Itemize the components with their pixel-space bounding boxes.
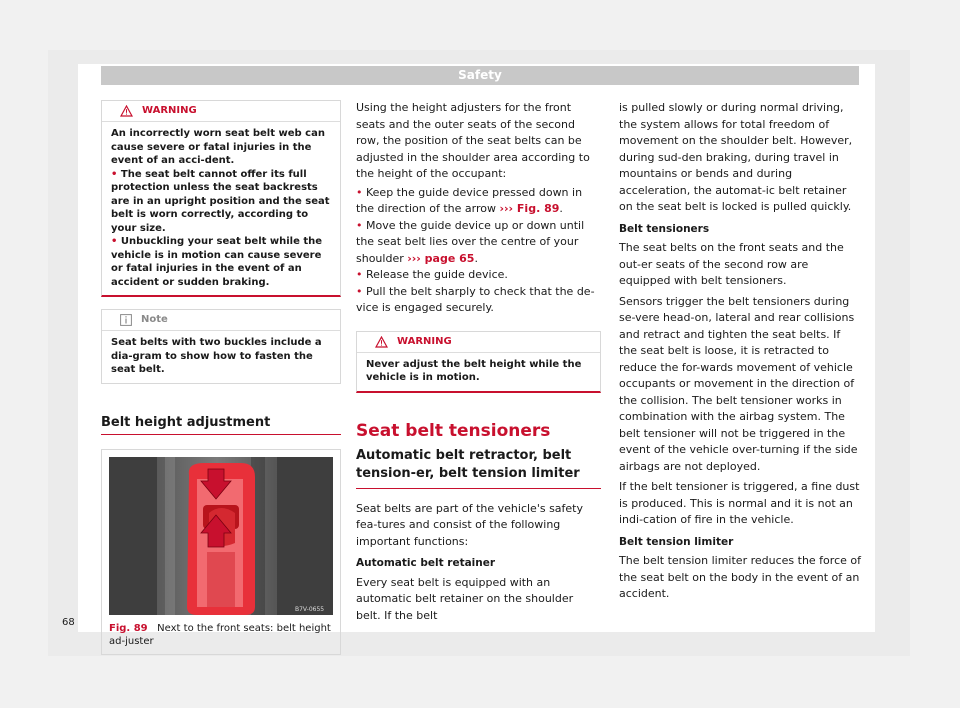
adjustment-instructions	[356, 100, 601, 317]
warning-intro: An incorrectly worn seat belt web can cause severe or fatal injuries in the event of an acci-dent.	[111, 128, 325, 166]
warning-label: WARNING	[397, 335, 452, 347]
note-box	[101, 309, 341, 384]
warning-label: WARNING	[142, 105, 197, 117]
warning-box	[356, 331, 601, 393]
paragraph: If the belt tensioner is triggered, a fine dust is produced. This is normal and it is not an indi-cation of fire in the vehicle.	[619, 480, 860, 526]
figure-code: B7V-0655	[295, 605, 325, 613]
info-icon	[120, 314, 132, 326]
page-number: 68	[62, 617, 75, 628]
tensioner-intro	[356, 501, 601, 625]
paragraph: The belt tension limiter reduces the force of the seat belt on the body in the event of an accident.	[619, 554, 861, 600]
warning-title	[102, 101, 340, 122]
figure-label: Fig. 89	[109, 622, 148, 634]
page-reference-link[interactable]: ››› page 65	[407, 251, 475, 265]
note-title	[102, 310, 340, 331]
bullet-item: • Keep the guide device pressed down in the direction of the arrow ››› Fig. 89.	[356, 185, 583, 215]
tensioner-details	[619, 100, 861, 603]
figure-reference-link[interactable]: ››› Fig. 89	[499, 202, 560, 215]
section-heading: Automatic belt retractor, belt tension-er, belt tension limiter	[356, 447, 601, 489]
warning-triangle-icon	[375, 336, 388, 348]
figure-box	[101, 449, 341, 655]
column-middle	[356, 100, 601, 624]
note-label: Note	[141, 314, 168, 326]
subheading: Belt tension limiter	[619, 535, 734, 548]
chapter-heading: Seat belt tensioners	[356, 420, 551, 441]
paragraph: is pulled slowly or during normal driving, the system allows for total freedom of movement on the shoulder belt. However, during sud-den braking, during travel in mountains or bends and during acceleration, the automat-ic belt retainer on the seat belt is locked is pulled quickly.	[619, 101, 853, 213]
figure-caption-text: Next to the front seats: belt height ad-juster	[109, 622, 331, 647]
section-heading: Belt height adjustment	[101, 415, 341, 435]
warning-title	[357, 332, 600, 353]
bullet-item: • Release the guide device.	[356, 268, 508, 281]
paragraph: Using the height adjusters for the front seats and the outer seats of the second row, the position of the seat belts can be adjusted in the shoulder area according to the height of the occupant:	[356, 101, 590, 180]
warning-bullet: • The seat belt cannot offer its full protection unless the seat backrests are in an upright position and the seat belt is worn correctly, according to your size.	[111, 168, 330, 234]
subheading: Automatic belt retainer	[356, 557, 496, 569]
paragraph: Every seat belt is equipped with an automatic belt retainer on the shoulder belt. If the belt	[356, 575, 574, 622]
belt-height-adjuster-illustration	[109, 457, 333, 615]
note-body: Seat belts with two buckles include a dia-gram to show how to fasten the seat belt.	[111, 337, 322, 375]
page-header: Safety	[101, 66, 859, 85]
warning-box	[101, 100, 341, 297]
warning-body: Never adjust the belt height while the vehicle is in motion.	[366, 358, 582, 383]
bullet-item: • Pull the belt sharply to check that the de-vice is engaged securely.	[356, 284, 595, 314]
bullet-item: • Move the guide device up or down until the seat belt lies over the centre of your shoulder ››› page 65.	[356, 218, 585, 265]
warning-triangle-icon	[120, 105, 133, 117]
paragraph: Seat belts are part of the vehicle's safety fea-tures and consist of the following important functions:	[356, 501, 583, 548]
paragraph: Sensors trigger the belt tensioners during se-vere head-on, lateral and rear collisions and retract and tighten the seat belts. If the seat belt is loose, it is retracted to reduce the for-wards movement of vehicle occupants or movement in the direction of the collision. The belt tensioner works in combination with the airbag system. The belt tensioner will not be triggered in the event of the vehicle over-turning if the side airbags are not deployed.	[619, 294, 858, 473]
warning-body	[102, 122, 340, 295]
figure-caption	[109, 622, 333, 648]
column-right	[619, 100, 861, 603]
paragraph: The seat belts on the front seats and the out-er seats of the second row are equipped with belt tensioners.	[619, 241, 844, 287]
warning-bullet: • Unbuckling your seat belt while the vehicle is in motion can cause severe or fatal injuries in the event of an accident or sudden braking.	[111, 236, 323, 288]
column-left	[101, 100, 341, 655]
subheading: Belt tensioners	[619, 222, 710, 235]
